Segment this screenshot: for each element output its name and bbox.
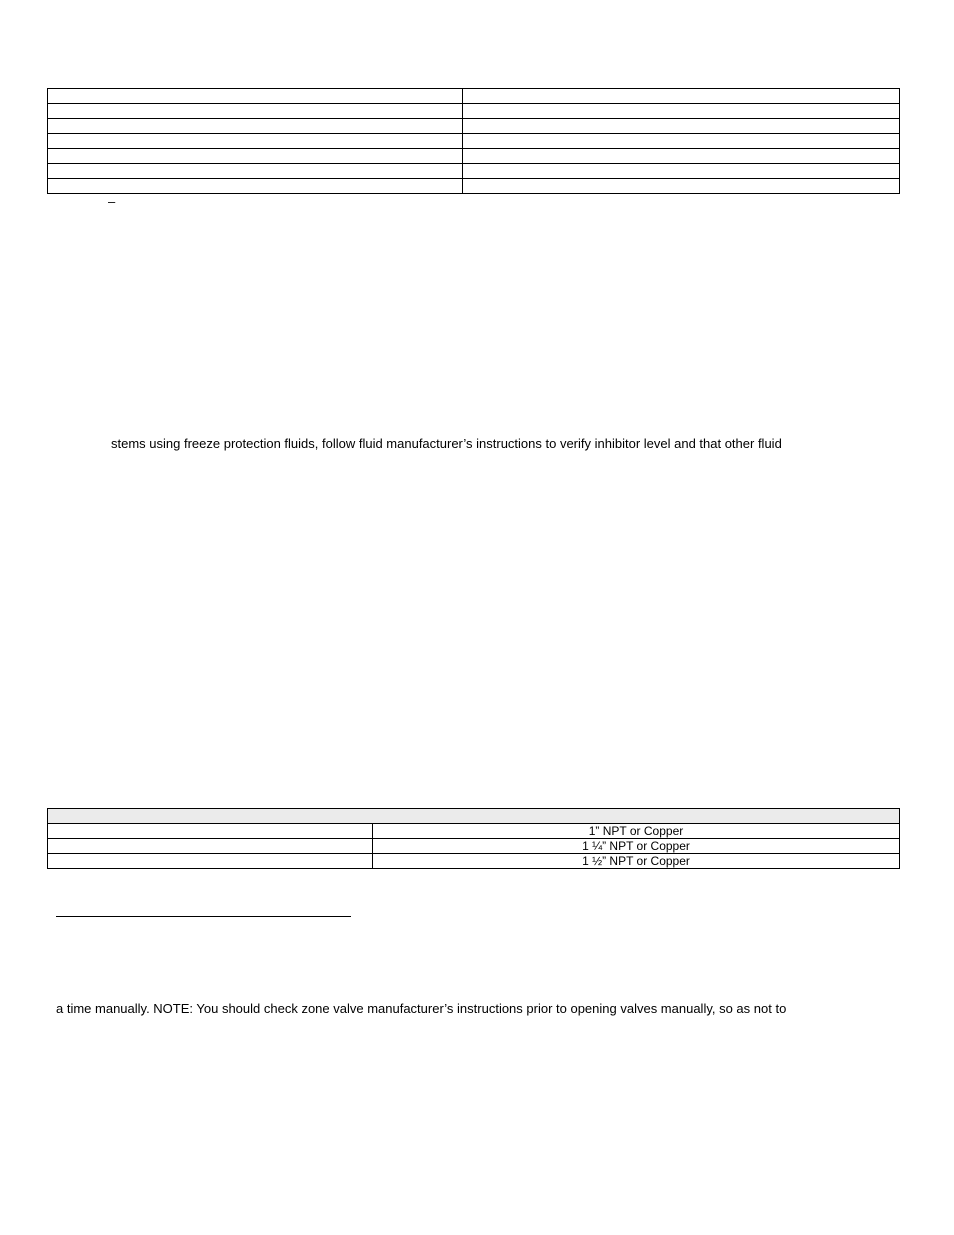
table-cell — [463, 149, 900, 164]
table-cell-label — [48, 839, 373, 854]
paragraph-freeze-protection: stems using freeze protection fluids, follow fluid manufacturer’s instructions to verify inhibitor level and that other fluid — [111, 436, 782, 451]
connection-size-table — [47, 808, 900, 869]
table-row — [48, 854, 900, 869]
table-cell — [48, 149, 463, 164]
table-row — [48, 824, 900, 839]
table-cell — [463, 134, 900, 149]
table-cell — [48, 134, 463, 149]
table-row — [48, 179, 900, 194]
table-cell-label — [48, 854, 373, 869]
table-cell — [48, 104, 463, 119]
table-row — [48, 134, 900, 149]
table-row — [48, 149, 900, 164]
table-cell — [48, 89, 463, 104]
table-header-cell — [48, 809, 900, 824]
table-cell-value: 1 ½” NPT or Copper — [373, 854, 900, 869]
table-cell-label — [48, 824, 373, 839]
table-cell-value: 1 ¼” NPT or Copper — [373, 839, 900, 854]
table-cell — [48, 119, 463, 134]
table-cell — [463, 179, 900, 194]
table-cell — [48, 179, 463, 194]
table-row — [48, 164, 900, 179]
table-row — [48, 119, 900, 134]
table-cell — [463, 89, 900, 104]
dash-mark: – — [108, 194, 116, 209]
top-table — [47, 88, 900, 194]
table-cell-value: 1” NPT or Copper — [373, 824, 900, 839]
table-cell — [463, 104, 900, 119]
table-cell — [463, 164, 900, 179]
table-row — [48, 104, 900, 119]
table-row — [48, 89, 900, 104]
table-header-row — [48, 809, 900, 824]
section-heading-underline — [56, 916, 351, 917]
paragraph-zone-valve-note: a time manually. NOTE: You should check zone valve manufacturer’s instructions prior to opening valves manually, so as not to — [56, 1001, 787, 1016]
table-cell — [48, 164, 463, 179]
table-row — [48, 839, 900, 854]
table-cell — [463, 119, 900, 134]
